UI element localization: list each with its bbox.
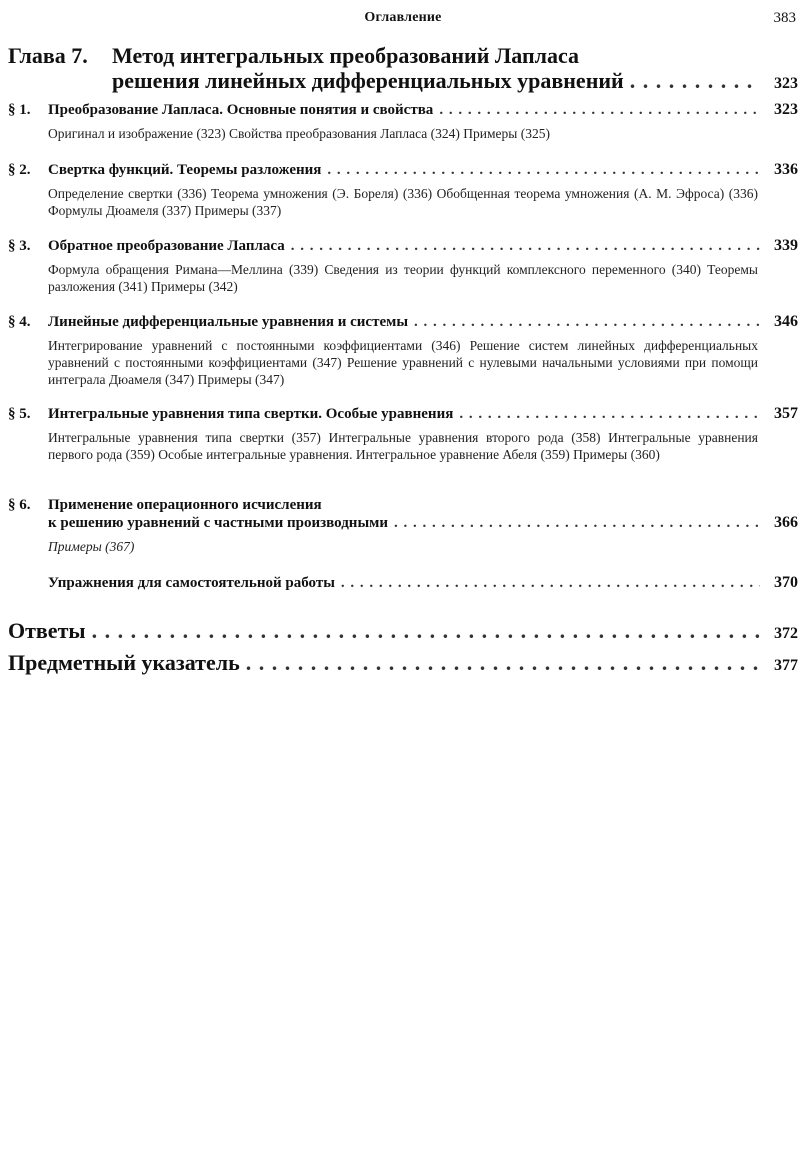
section-description: Формула обращения Римана—Меллина (339) Сведения из теории функций комплексного переменного (340) Теоремы разложения (341) Примеры (342) [48,262,758,294]
section-page: 339 [774,237,798,254]
chapter-entry[interactable] [8,44,798,97]
section-number: § 6. [8,497,31,513]
index-title: Предметный указатель [8,650,240,675]
section-description: Определение свертки (336) Теорема умножения (Э. Бореля) (336) Обобщенная теорема умножения (А. М. Эфроса) (336) Формулы Дюамеля (337) Примеры (337) [48,186,758,218]
section-heading-line2 [48,514,798,532]
toc-section-2[interactable] [8,161,798,219]
section-page: 336 [774,161,798,178]
section-number: § 1. [8,102,31,118]
section-title: Обратное преобразование Лапласа [48,238,285,254]
running-title: Оглавление [364,10,442,25]
exercises-title: Упражнения для самостоятельной работы [48,575,335,591]
section-title-line2: к решению уравнений с частными производными [48,515,389,531]
dot-leader [341,575,760,592]
toc-answers[interactable] [8,618,798,644]
toc-section-5[interactable] [8,405,798,463]
section-page: 346 [774,313,798,330]
dot-leader [630,68,760,94]
section-description: Интегрирование уравнений с постоянными коэффициентами (346) Решение систем линейных дифференциальных уравнений с постоянными коэффициентами (347) Решение уравнений с нулевыми начальными условиями при помощи интеграла Дюамеля (347) Примеры (347) [48,338,758,387]
section-title: Преобразование Лапласа. Основные понятия и свойства [48,102,434,118]
section-page: 357 [774,405,798,422]
section-heading [8,237,798,255]
section-description: Оригинал и изображение (323) Свойства преобразования Лапласа (324) Примеры (325) [48,126,550,141]
index-page: 377 [774,657,798,674]
dot-leader [291,238,760,255]
dot-leader [459,406,760,423]
dot-leader [439,102,760,119]
section-number: § 4. [8,314,31,330]
section-title: Свертка функций. Теоремы разложения [48,162,322,178]
chapter-title-line2 [112,68,798,97]
section-title: Интегральные уравнения типа свертки. Особые уравнения [48,406,454,422]
section-heading [8,313,798,331]
answers-title: Ответы [8,618,86,643]
dot-leader [92,618,760,644]
running-header [0,10,806,30]
toc-section-3[interactable] [8,237,798,295]
toc-index[interactable] [8,650,798,676]
section-page: 323 [774,101,798,118]
section-heading [8,405,798,423]
toc-section-6[interactable] [8,497,798,555]
section-heading [8,101,798,119]
dot-leader [246,650,760,676]
section-description: Примеры (367) [48,539,135,554]
section-page: 366 [774,514,798,531]
section-description: Интегральные уравнения типа свертки (357) Интегральные уравнения второго рода (358) Интегральные уравнения первого рода (359) Особые интегральные уравнения. Интегральное уравнение Абеля (359) Примеры (360) [48,430,758,462]
chapter-number: Глава 7. [8,43,88,68]
toc-section-4[interactable] [8,313,798,388]
chapter-title-text1: Метод интегральных преобразований Лапласа [112,43,580,68]
answers-page: 372 [774,625,798,642]
section-number: § 2. [8,162,31,178]
dot-leader [327,162,760,179]
section-heading [8,161,798,179]
chapter-title-line1 [8,44,798,68]
section-title: Линейные дифференциальные уравнения и системы [48,314,409,330]
toc-section-1[interactable] [8,101,798,142]
page-number: 383 [773,10,796,26]
section-title: Применение операционного исчисления [48,497,322,513]
dot-leader [414,314,760,331]
section-number: § 3. [8,238,31,254]
section-heading [8,497,798,514]
toc-exercises[interactable] [48,574,798,592]
exercises-page: 370 [774,574,798,591]
dot-leader [394,515,760,532]
section-number: § 5. [8,406,31,422]
chapter-title-text2: решения линейных дифференциальных уравнений [112,68,624,93]
chapter-page: 323 [774,75,798,92]
